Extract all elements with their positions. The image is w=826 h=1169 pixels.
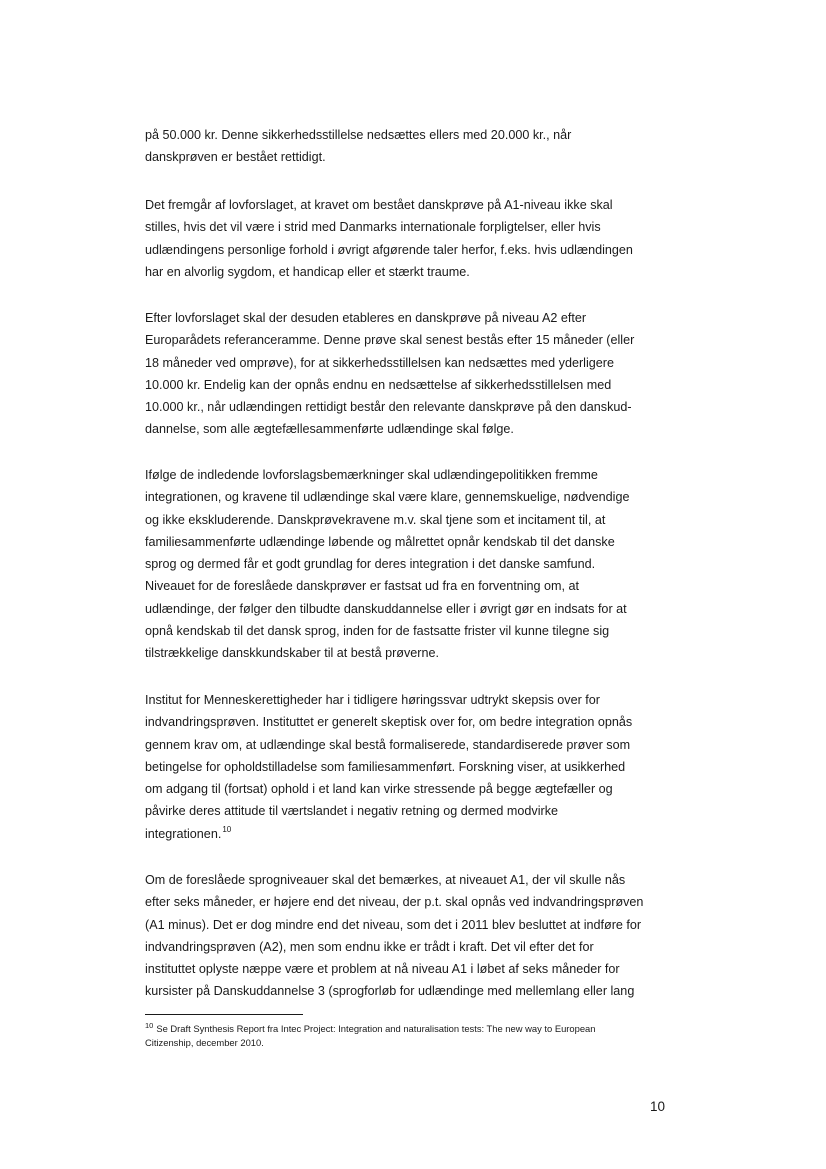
- text-line: 10.000 kr. Endelig kan der opnås endnu en nedsættelse af sikkerhedsstillelsen med: [145, 377, 612, 392]
- text-line: udlændingens personlige forhold i øvrigt afgørende taler herfor, f.eks. hvis udlændingen: [145, 242, 633, 257]
- paragraph-3: [145, 307, 675, 441]
- text-line: og ikke ekskluderende. Danskprøvekravene m.v. skal tjene som et incitament til, at: [145, 512, 606, 527]
- text-line: tilstrækkelige danskkundskaber til at bestå prøverne.: [145, 646, 439, 661]
- text-line: gennem krav om, at udlændinge skal bestå formaliserede, standardiserede prøver som: [145, 737, 631, 752]
- text-line: 10.000 kr., når udlændingen rettidigt består den relevante danskprøve på den danskud-: [145, 400, 632, 415]
- text-line: stilles, hvis det vil være i strid med Danmarks internationale forpligtelser, eller hvis: [145, 220, 601, 235]
- page-number: 10: [650, 1099, 666, 1114]
- text-line: 18 måneder ved omprøve), for at sikkerhedsstillelsen kan nedsættes med yderligere: [145, 355, 614, 370]
- text-line-with-footnote: [145, 823, 675, 847]
- text-line: indvandringsprøven (A2), men som endnu ikke er trådt i kraft. Det vil efter det for: [145, 939, 594, 954]
- text-line: Niveauet for de foreslåede danskprøver er fastsat ud fra en forventning om, at: [145, 579, 580, 594]
- text-line: om adgang til (fortsat) ophold i et land kan virke stressende på begge ægtefæller og: [145, 782, 613, 797]
- text-line: Efter lovforslaget skal der desuden etableres en danskprøve på niveau A2 efter: [145, 311, 587, 325]
- text-line: danskprøven er bestået rettidigt.: [145, 150, 326, 165]
- text-line: Ifølge de indledende lovforslagsbemærkninger skal udlændingepolitikken fremme: [145, 468, 598, 482]
- footnote-line: Citizenship, december 2010.: [145, 1037, 264, 1048]
- text-line: familiesammenførte udlændinge løbende og målrettet opnår kendskab til det danske: [145, 534, 615, 549]
- text-line: kursister på Danskuddannelse 3 (sprogforløb for udlændinge med mellemlang eller lang: [145, 984, 635, 999]
- text-line: Det fremgår af lovforslaget, at kravet om bestået danskprøve på A1-niveau ikke skal: [145, 198, 613, 212]
- text-line: opnå kendskab til det dansk sprog, inden for de fastsatte frister vil kunne tilegne sig: [145, 624, 610, 639]
- footnote-line: [145, 1022, 675, 1036]
- text-line: Om de foreslåede sprogniveauer skal det bemærkes, at niveauet A1, der vil skulle nås: [145, 873, 626, 887]
- text-line: har en alvorlig sygdom, et handicap eller et stærkt traume.: [145, 264, 470, 279]
- text-line: (A1 minus). Det er dog mindre end det niveau, som det i 2011 blev besluttet at indføre for: [145, 917, 642, 932]
- text-line: sprog og dermed får et godt grundlag for deres integration i det danske samfund.: [145, 557, 596, 572]
- paragraph-6: [145, 869, 675, 1003]
- text-line: udlændinge, der følger den tilbudte danskuddannelse eller i øvrigt gør en indsats for at: [145, 601, 627, 616]
- text-line: Europarådets referanceramme. Denne prøve skal senest bestås efter 15 måneder (eller: [145, 333, 635, 348]
- footnote-reference[interactable]: 10: [222, 824, 232, 834]
- paragraph-5: [145, 689, 675, 847]
- text-line: betingelse for opholdstilladelse som familiesammenført. Forskning viser, at usikkerhed: [145, 759, 626, 774]
- paragraph-2: [145, 194, 675, 283]
- text-line: påvirke deres attitude til værtslandet i negativ retning og dermed modvirke: [145, 804, 559, 819]
- footnote-number: 10: [145, 1021, 154, 1030]
- text-line: Institut for Menneskerettigheder har i tidligere høringssvar udtrykt skepsis over for: [145, 693, 600, 707]
- text-line: indvandringsprøven. Instituttet er generelt skeptisk over for, om bedre integration opnås: [145, 715, 633, 730]
- text-line: integrationen, og kravene til udlændinge skal være klare, gennemskuelige, nødvendige: [145, 490, 630, 505]
- paragraph-4: [145, 464, 675, 665]
- paragraph-1: [145, 124, 675, 169]
- text-line: efter seks måneder, er højere end det niveau, der p.t. skal opnås ved indvandringsprøven: [145, 895, 644, 910]
- text-line: instituttet oplyste næppe være et problem at nå niveau A1 i løbet af seks måneder for: [145, 962, 620, 977]
- footnote: [145, 1022, 675, 1049]
- text-line: dannelse, som alle ægtefællesammenførte udlændinge skal følge.: [145, 422, 514, 437]
- text-line: på 50.000 kr. Denne sikkerhedsstillelse nedsættes ellers med 20.000 kr., når: [145, 128, 572, 142]
- footnote-divider: [145, 1014, 303, 1015]
- footnote-text: Se Draft Synthesis Report fra Intec Project: Integration and naturalisation tests: The new way to European: [156, 1023, 596, 1034]
- text-line: integrationen.: [145, 826, 222, 841]
